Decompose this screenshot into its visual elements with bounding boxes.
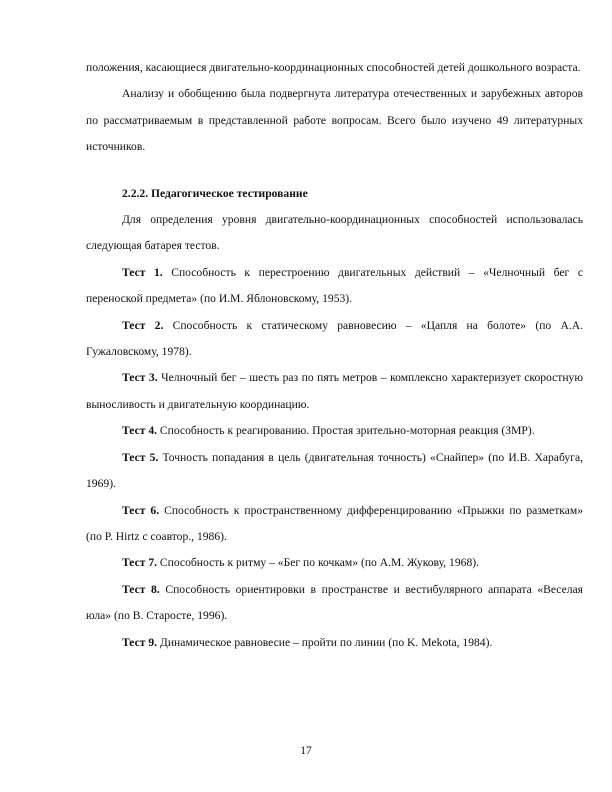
test-label: Тест 3. <box>122 371 158 385</box>
test-item <box>86 418 583 444</box>
test-description: Точность попадания в цель (двигательная точность) «Снайпер» (по И.В. Харабуга, 1969). <box>86 450 583 491</box>
test-item <box>86 498 583 551</box>
test-description: Способность к ритму – «Бег по кочкам» (по А.М. Жукову, 1968). <box>157 556 480 570</box>
body-text <box>86 55 583 656</box>
test-item <box>86 577 583 630</box>
test-label: Тест 2. <box>122 318 164 332</box>
paragraph-literature-analysis: Анализу и обобщению была подвергнута литература отечественных и зарубежных авторов по рассматриваемым в представленной работе вопросам. Всего было изучено 49 литературных источников. <box>86 87 583 154</box>
paragraph-test-battery-intro: Для определения уровня двигательно-координационных способностей использовалась следующая батарея тестов. <box>86 213 583 253</box>
test-label: Тест 4. <box>122 424 158 438</box>
test-item <box>86 445 583 498</box>
test-description: Способность к пространственному дифференцированию «Прыжки по разметкам» (по P. Hirtz с соавтор., 1986). <box>86 503 583 543</box>
test-item <box>86 260 583 313</box>
test-description: Челночный бег – шесть раз по пять метров – комплексно характеризует скоростную выносливость и двигательную координацию. <box>86 371 584 411</box>
test-description: Способность к статическому равновесию – «Цапля на болоте» (по А.А. Гужаловскому, 1978). <box>86 318 583 359</box>
test-description: Способность ориентировки в пространстве и вестибулярного аппарата «Веселая юла» (по В. Старосте, 1996). <box>86 582 584 623</box>
test-label: Тест 5. <box>122 450 159 464</box>
test-label: Тест 9. <box>122 635 158 649</box>
test-item <box>86 630 583 656</box>
test-label: Тест 6. <box>122 503 160 517</box>
section-heading: 2.2.2. Педагогическое тестирование <box>122 186 308 200</box>
test-item <box>86 313 583 366</box>
paragraph-continuation: положения, касающиеся двигательно-координационных способностей детей дошкольного возраста. <box>86 61 581 74</box>
test-item <box>86 550 583 576</box>
test-description: Динамическое равновесие – пройти по линии (по K. Mekota, 1984). <box>157 635 493 649</box>
test-label: Тест 8. <box>122 582 160 596</box>
test-item <box>86 365 583 418</box>
test-label: Тест 7. <box>122 556 158 570</box>
test-description: Способность к перестроению двигательных действий – «Челночный бег с переноской предмета» (по И.М. Яблоновскому, 1953). <box>86 265 583 306</box>
test-description: Способность к реагированию. Простая зрительно-моторная реакция (ЗМР). <box>157 424 535 438</box>
page-number: 17 <box>300 744 312 757</box>
test-label: Тест 1. <box>122 265 163 279</box>
